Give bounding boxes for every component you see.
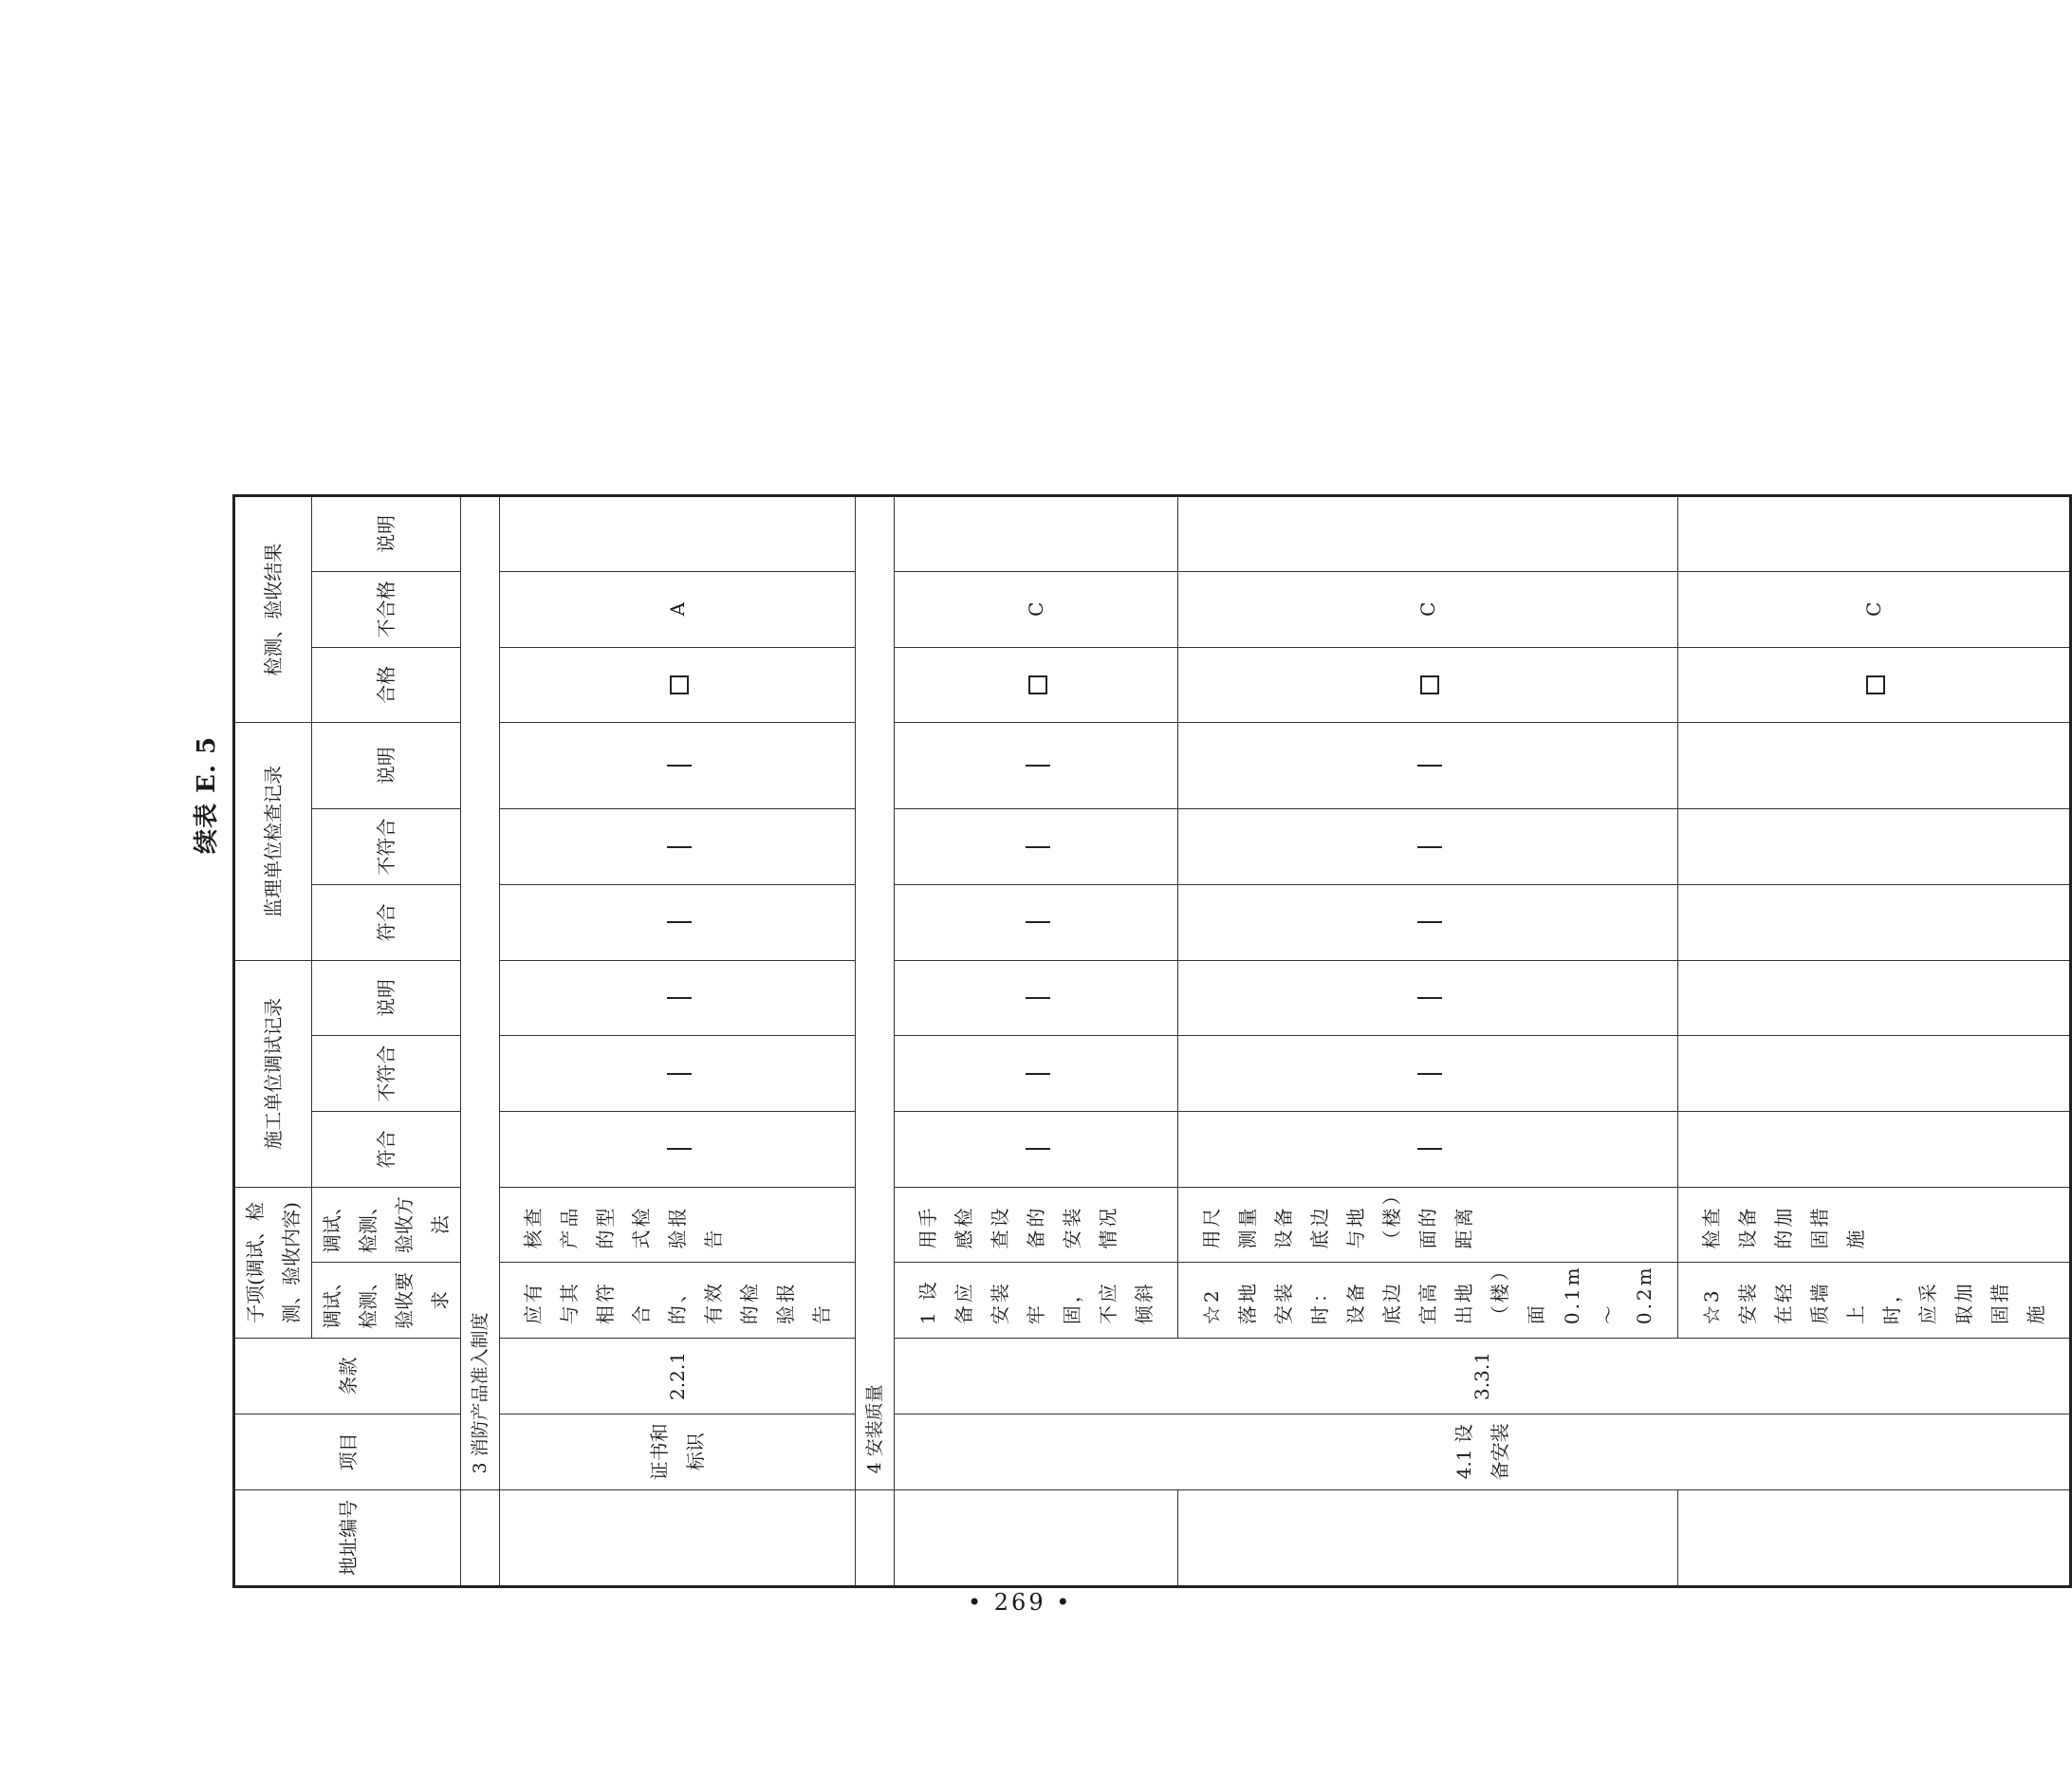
dash-cell: [1178, 809, 1678, 885]
dash-mark: [667, 846, 692, 848]
table-row: [895, 496, 1178, 1587]
page-number: • 269 •: [968, 1589, 1073, 1616]
row-req: ☆2 落地安装时：设备底边宜高出地（楼）面 0.1m～0.2m: [1178, 1263, 1678, 1339]
empty-cell: [1678, 809, 2071, 885]
dash-mark: [667, 765, 692, 767]
row-method: 用尺测量设备底边与地（楼）面的距离: [1178, 1187, 1678, 1263]
note-cell: [1678, 496, 2071, 572]
row-item: 证书和标识: [500, 1414, 856, 1489]
row-req: 1 设备应安装牢固，不应倾斜: [895, 1263, 1178, 1339]
dash-cell: [895, 960, 1178, 1036]
header-s-nomatch: 不符合: [312, 809, 461, 885]
header-clause: 条款: [234, 1339, 461, 1414]
dash-mark: [1026, 1073, 1050, 1075]
dash-cell: [895, 885, 1178, 961]
dash-mark: [667, 997, 692, 999]
table-row: [500, 496, 856, 1587]
empty-cell: [1678, 1112, 2071, 1188]
header-c-match: 符合: [312, 1112, 461, 1188]
dash-cell: [500, 960, 856, 1036]
header-item: 项目: [234, 1414, 461, 1489]
dash-mark: [667, 921, 692, 923]
dash-cell: [1178, 960, 1678, 1036]
pass-checkbox[interactable]: [1866, 675, 1885, 694]
dash-mark: [1417, 921, 1442, 923]
dash-cell: [895, 809, 1178, 885]
dash-cell: [895, 1112, 1178, 1188]
header-r-note: 说明: [312, 496, 461, 572]
dash-mark: [1417, 765, 1442, 767]
empty-cell: [1678, 1036, 2071, 1112]
dash-cell: [1178, 1036, 1678, 1112]
row-req: ☆3 安装在轻质墙上时，应采取加固措施: [1678, 1263, 2071, 1339]
dash-mark: [1417, 997, 1442, 999]
fail-grade: C: [1678, 571, 2071, 647]
empty-cell: [1678, 960, 2071, 1036]
empty-cell: [1678, 885, 2071, 961]
header-r-pass: 合格: [312, 647, 461, 723]
pass-cell[interactable]: [895, 647, 1178, 723]
header-supervision: 监理单位检查记录: [234, 723, 312, 960]
header-result: 检测、验收结果: [234, 496, 312, 723]
dash-mark: [1026, 1148, 1050, 1150]
dash-mark: [1026, 997, 1050, 999]
section-3: 3 消防产品准入制度: [461, 496, 500, 1490]
header-s-match: 符合: [312, 885, 461, 961]
pass-checkbox[interactable]: [670, 675, 689, 694]
row-clause: 3.3.1: [895, 1339, 2071, 1414]
pass-cell[interactable]: [1178, 647, 1678, 723]
addr-cell: [461, 1489, 500, 1586]
dash-cell: [895, 723, 1178, 809]
row-item: 4.1 设备安装: [895, 1414, 2071, 1489]
fail-grade: A: [500, 571, 856, 647]
addr-cell: [1678, 1489, 2071, 1586]
dash-cell: [500, 1112, 856, 1188]
header-c-note: 说明: [312, 960, 461, 1036]
dash-mark: [1417, 1148, 1442, 1150]
row-method: 检查设备的加固措施: [1678, 1187, 2071, 1263]
row-method: 核查产品的型式检验报告: [500, 1187, 856, 1263]
header-s-note: 说明: [312, 723, 461, 809]
dash-cell: [1178, 885, 1678, 961]
header-c-nomatch: 不符合: [312, 1036, 461, 1112]
fail-grade: C: [895, 571, 1178, 647]
header-sub-req: 调试、检测、验收要求: [312, 1263, 461, 1339]
fail-grade: C: [1178, 571, 1678, 647]
row-req: 应有与其相符合的、有效的检验报告: [500, 1263, 856, 1339]
header-sub-method: 调试、检测、验收方法: [312, 1187, 461, 1263]
dash-mark: [1026, 846, 1050, 848]
section-4: 4 安装质量: [856, 496, 895, 1490]
note-cell: [895, 496, 1178, 572]
addr-cell: [895, 1489, 1178, 1586]
note-cell: [500, 496, 856, 572]
pass-checkbox[interactable]: [1420, 675, 1439, 694]
dash-mark: [1417, 1073, 1442, 1075]
inspection-table: [232, 494, 2048, 1588]
dash-mark: [667, 1148, 692, 1150]
pass-checkbox[interactable]: [1028, 675, 1047, 694]
dash-mark: [1417, 846, 1442, 848]
addr-cell: [1178, 1489, 1678, 1586]
addr-cell: [856, 1489, 895, 1586]
header-construction: 施工单位调试记录: [234, 960, 312, 1187]
row-clause: 2.2.1: [500, 1339, 856, 1414]
dash-cell: [500, 809, 856, 885]
pass-cell[interactable]: [500, 647, 856, 723]
header-sub-group: 子项(调试、检测、验收内容): [234, 1187, 312, 1338]
note-cell: [1178, 496, 1678, 572]
dash-cell: [500, 885, 856, 961]
addr-cell: [500, 1489, 856, 1586]
dash-mark: [1026, 921, 1050, 923]
dash-cell: [1178, 723, 1678, 809]
dash-cell: [895, 1036, 1178, 1112]
row-method: 用手感检查设备的安装情况: [895, 1187, 1178, 1263]
dash-cell: [500, 1036, 856, 1112]
header-r-fail: 不合格: [312, 571, 461, 647]
dash-cell: [500, 723, 856, 809]
pass-cell[interactable]: [1678, 647, 2071, 723]
header-addr: 地址编号: [234, 1489, 461, 1586]
dash-mark: [667, 1073, 692, 1075]
dash-mark: [1026, 765, 1050, 767]
dash-cell: [1178, 1112, 1678, 1188]
empty-cell: [1678, 723, 2071, 809]
table-title: 续表 E. 5: [193, 735, 221, 854]
